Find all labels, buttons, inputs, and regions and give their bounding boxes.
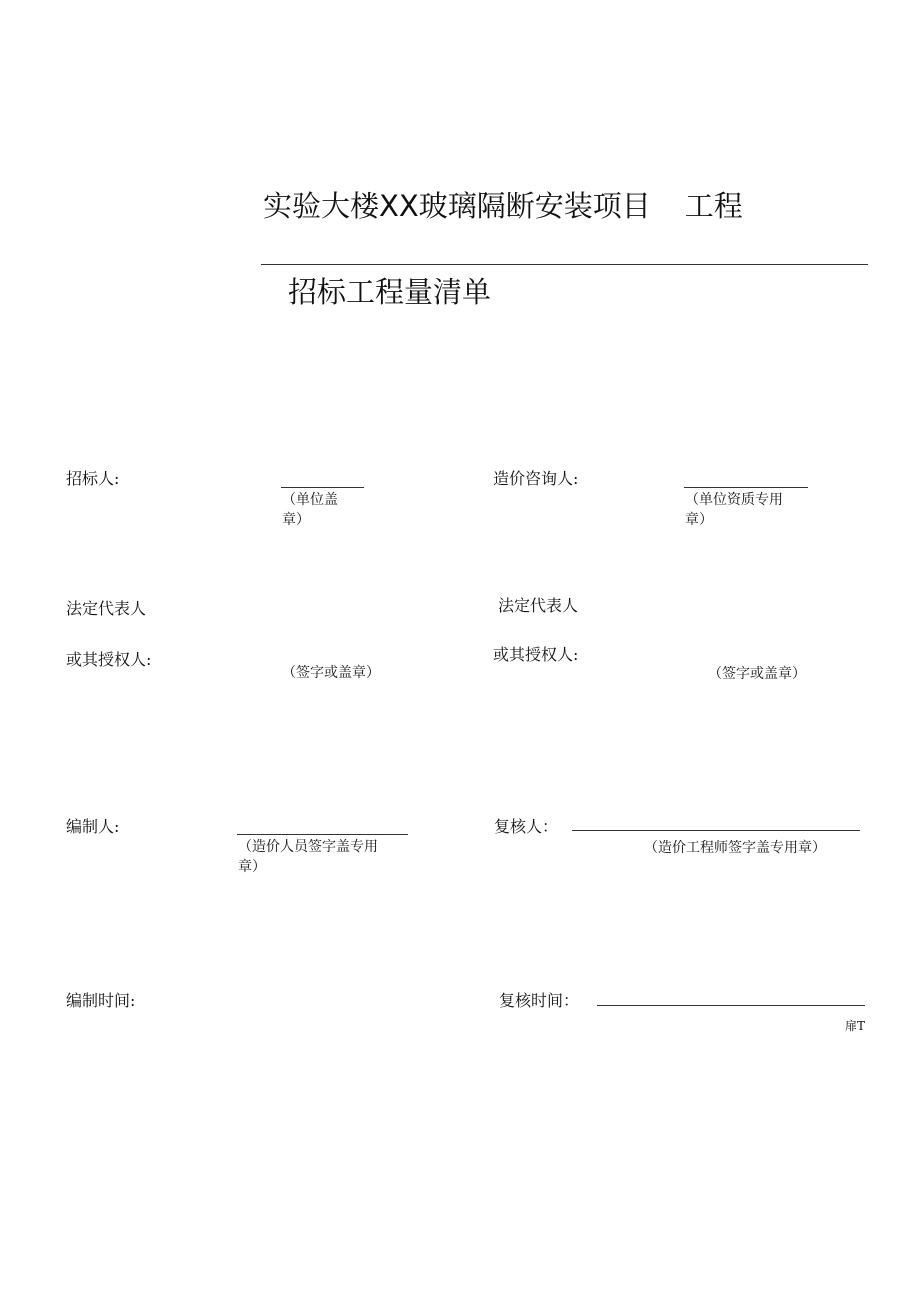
page-mark: 扉T [845, 1019, 866, 1033]
authorized-right-label: 或其授权人: [493, 645, 579, 664]
project-suffix: 工程 [684, 189, 743, 223]
legal-rep-left-label: 法定代表人 [66, 599, 147, 618]
review-time-line [597, 1005, 865, 1006]
title-underline [261, 264, 868, 265]
compiler-label: 编制人: [66, 817, 120, 836]
reviewer-sign-line [572, 830, 860, 831]
review-time-label: 复核时间： [499, 991, 580, 1010]
tenderer-seal-note: （单位盖章） [282, 492, 338, 528]
compiler-seal-note: （造价人员签字盖专用章） [238, 839, 378, 875]
sign-or-seal-right-note: （签字或盖章） [708, 666, 806, 682]
reviewer-label: 复核人： [494, 817, 559, 836]
consultant-label: 造价咨询人: [493, 469, 579, 488]
compiler-seal-line [237, 834, 408, 835]
tenderer-label: 招标人: [66, 469, 120, 488]
consultant-seal-note: （单位资质专用章） [685, 492, 783, 528]
authorized-left-label: 或其授权人: [66, 650, 152, 669]
project-name: 实验大楼XX玻璃隔断安装项目 [263, 189, 651, 223]
project-title [263, 184, 743, 225]
tenderer-seal-line [281, 487, 364, 488]
compile-time-label: 编制时间: [66, 991, 136, 1010]
document-title: 招标工程量清单 [288, 275, 492, 309]
consultant-seal-line [684, 487, 808, 488]
reviewer-seal-note: （造价工程师签字盖专用章） [644, 840, 826, 856]
sign-or-seal-left-note: （签字或盖章） [282, 665, 380, 681]
legal-rep-right-label: 法定代表人 [498, 596, 579, 615]
